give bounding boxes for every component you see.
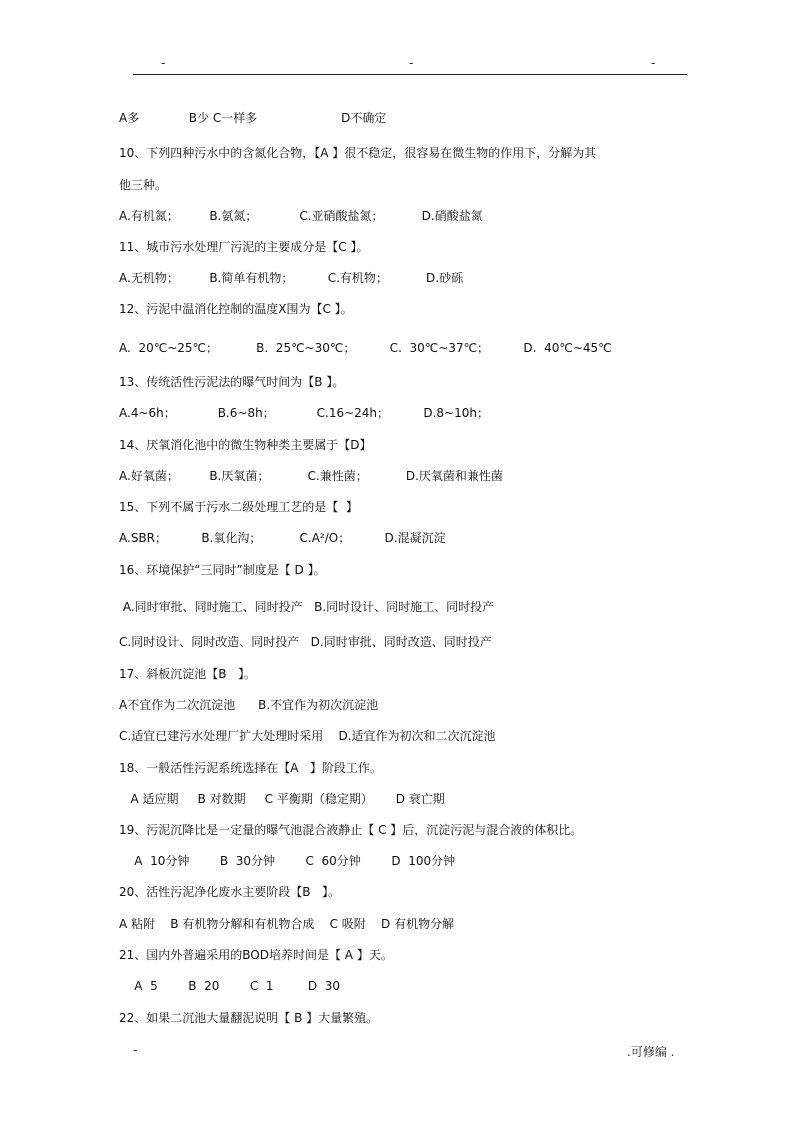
question-10-options: A.有机氮； B.氨氮； C.亚硝酸盐氮； D.硝酸盐氮 xyxy=(119,209,483,223)
question-22: 22、如果二沉池大量翻泥说明【 B 】大量繁殖。 xyxy=(119,1011,379,1025)
header-mark-right: - xyxy=(651,56,656,70)
footer-editable-note: .可修编 . xyxy=(627,1045,675,1059)
header-mark-left: - xyxy=(161,56,166,70)
question-18: 18、一般活性污泥系统选择在【A 】阶段工作。 xyxy=(119,761,382,775)
question-13: 13、传统活性污泥法的曝气时间为【B 】。 xyxy=(119,375,345,389)
question-16: 16、环境保护“三同时”制度是【 D 】。 xyxy=(119,563,326,577)
question-18-options: A 适应期 B 对数期 C 平衡期（稳定期） D 衰亡期 xyxy=(119,792,445,806)
question-21-options: A 5 B 20 C 1 D 30 xyxy=(119,979,341,993)
question-14: 14、厌氧消化池中的微生物种类主要属于【D】 xyxy=(119,438,372,452)
question-11-options: A.无机物； B.简单有机物； C.有机物； D.砂砾 xyxy=(119,271,464,285)
question-10-cont: 他三种。 xyxy=(119,178,168,192)
question-15-options: A.SBR； B.氧化沟； C.A²/O； D.混凝沉淀 xyxy=(119,531,446,545)
question-20-options: A 粘附 B 有机物分解和有机物合成 C 吸附 D 有机物分解 xyxy=(119,917,455,931)
question-20: 20、活性污泥净化废水主要阶段【B 】。 xyxy=(119,885,340,899)
question-10: 10、下列四种污水中的含氮化合物，【A 】很不稳定，很容易在微生物的作用下，分解为其 xyxy=(119,146,597,160)
question-17-options-2: C.适宜已建污水处理厂扩大处理时采用 D.适宜作为初次和二次沉淀池 xyxy=(119,729,496,743)
question-17: 17、斜板沉淀池【B 】。 xyxy=(119,667,256,681)
question-16-options-2: C.同时设计、同时改造、同时投产 D.同时审批、同时改造、同时投产 xyxy=(119,635,492,649)
question-16-options-1: A.同时审批、同时施工、同时投产 B.同时设计、同时施工、同时投产 xyxy=(119,600,495,614)
question-17-options-1: A不宜作为二次沉淀池 B.不宜作为初次沉淀池 xyxy=(119,698,379,712)
question-11: 11、城市污水处理厂污泥的主要成分是【C 】。 xyxy=(119,240,369,254)
answer-choices-line: A多 B少 C一样多 D不确定 xyxy=(119,111,387,125)
question-19: 19、污泥沉降比是一定量的曝气池混合液静止【 C 】后，沉淀污泥与混合液的体积比。 xyxy=(119,823,583,837)
question-15: 15、下列不属于污水二级处理工艺的是【 】 xyxy=(119,500,358,514)
header-mark-center: - xyxy=(409,56,414,70)
header-rule xyxy=(133,74,687,75)
question-14-options: A.好氧菌； B.厌氧菌； C.兼性菌； D.厌氧菌和兼性菌 xyxy=(119,469,503,483)
question-19-options: A 10分钟 B 30分钟 C 60分钟 D 100分钟 xyxy=(119,854,456,868)
question-13-options: A.4~6h； B.6~8h； C.16~24h； D.8~10h； xyxy=(119,406,489,420)
question-12: 12、污泥中温消化控制的温度X围为【C 】。 xyxy=(119,302,353,316)
question-12-options: A. 20℃~25℃； B. 25℃~30℃； C. 30℃~37℃； D. 40℃~45℃ xyxy=(119,341,612,355)
question-21: 21、国内外普遍采用的BOD培养时间是【 A 】天。 xyxy=(119,948,393,962)
footer-left-mark: - xyxy=(133,1043,138,1057)
